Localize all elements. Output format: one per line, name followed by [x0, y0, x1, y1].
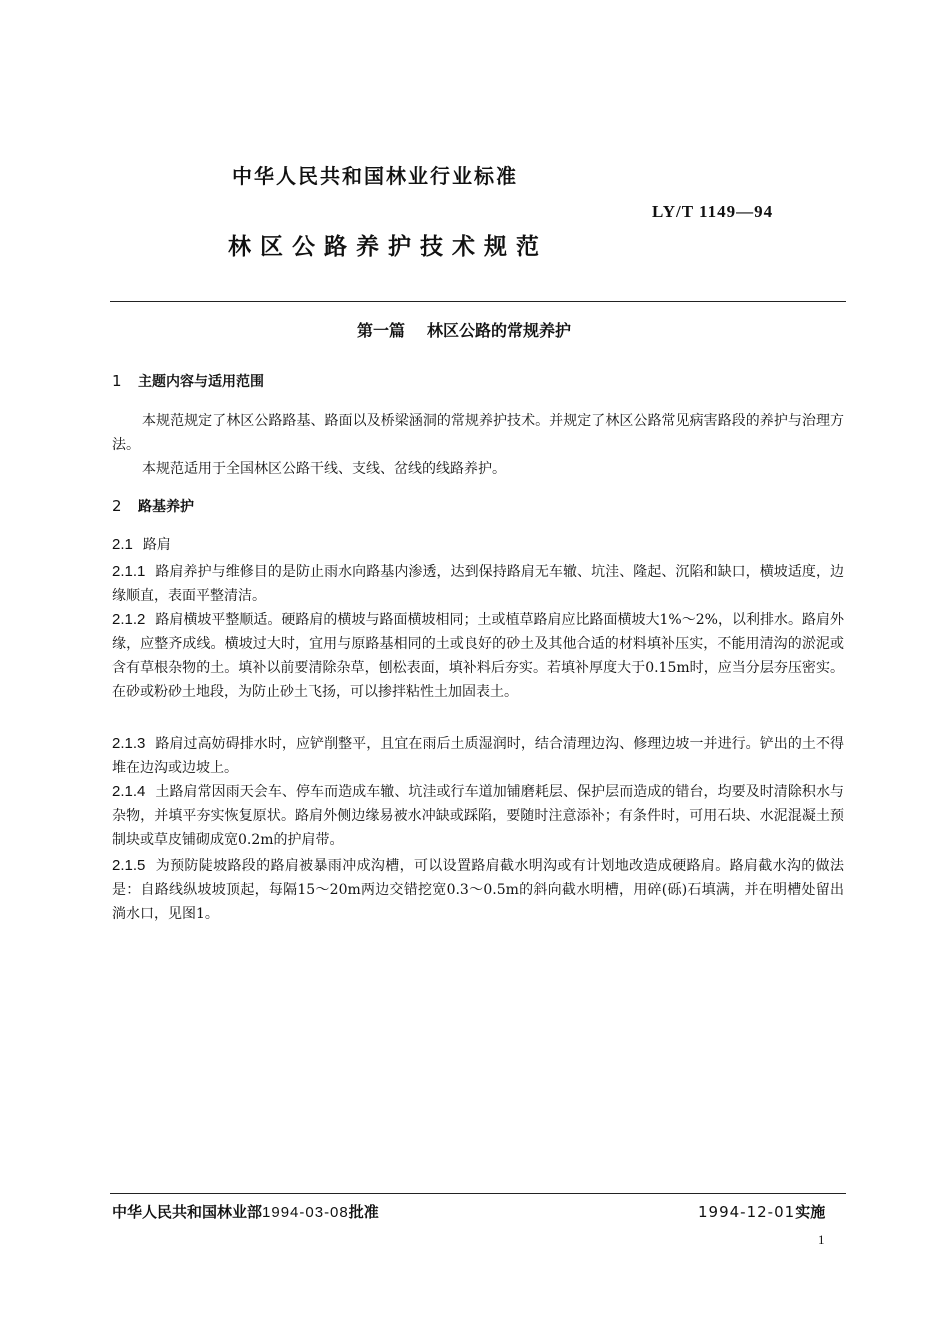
clause-2-1-4: [112, 780, 844, 852]
part-title: [357, 318, 571, 341]
clause-2-1-5: [112, 854, 844, 926]
clause-number: 2.1.2: [112, 611, 146, 628]
clause-text: 路肩横坡平整顺适。硬路肩的横坡与路面横坡相同；土或植草路肩应比路面横坡大1%～2%，以利排水。路肩外缘，应整齐成线。横坡过大时，宜用与原路基相同的土或良好的砂土及其他合适的材料填补压实，不能用清沟的淤泥或含有草根杂物的土。填补以前要清除杂草，刨松表面，填补料后夯实。若填补厚度大于0.15m时，应当分层夯压密实。在砂或粉砂土地段，为防止砂土飞扬，可以掺拌粘性土加固表土。: [112, 612, 844, 700]
clause-number: 2.1.3: [112, 735, 146, 752]
page-number: 1: [818, 1232, 825, 1247]
clause-text: 土路肩常因雨天会车、停车而造成车辙、坑洼或行车道加铺磨耗层、保护层而造成的错台，均要及时清除积水与杂物，并填平夯实恢复原状。路肩外侧边缘易被水冲缺或踩陷，要随时注意添补；有条件时，可用石块、水泥混凝土预制块或草皮铺砌成宽0.2m的护肩带。: [112, 784, 844, 848]
section-2-title: 路基养护: [138, 499, 194, 515]
header-divider: [110, 301, 846, 302]
section-2-number: 2: [112, 497, 122, 515]
clause-number: 2.1.1: [112, 563, 146, 580]
clause-number: 2.1.4: [112, 783, 146, 800]
approval-date: 1994-03-08: [262, 1204, 349, 1221]
standard-category-title: 中华人民共和国林业行业标准: [232, 164, 518, 188]
effective-word: 实施: [795, 1203, 826, 1221]
section-1-title: 主题内容与适用范围: [138, 374, 264, 390]
section-1-paragraph-2: 本规范适用于全国林区公路干线、支线、岔线的线路养护。: [142, 461, 506, 477]
clause-number: 2.1.5: [112, 857, 146, 874]
clause-text: 为预防陡坡路段的路肩被暴雨冲成沟槽，可以设置路肩截水明沟或有计划地改造成硬路肩。路肩截水沟的做法是：自路线纵坡坡顶起，每隔15～20m两边交错挖宽0.3～0.5m的斜向截水明槽，用碎(砾)石填满，并在明槽处留出淌水口，见图1。: [112, 858, 844, 922]
clause-2-1-1: [112, 560, 844, 608]
approval-line: [112, 1201, 379, 1222]
subsection-2-1-heading: [112, 534, 171, 554]
section-2-heading: [112, 496, 194, 516]
clause-text: 路肩过高妨碍排水时，应铲削整平，且宜在雨后土质湿润时，结合清理边沟、修理边坡一并进行。铲出的土不得堆在边沟或边坡上。: [112, 736, 844, 776]
effective-date: 1994-12-01: [698, 1203, 796, 1221]
section-1-number: 1: [112, 372, 122, 390]
subsection-title: 路肩: [142, 537, 171, 553]
approval-org: 中华人民共和国林业部: [112, 1203, 263, 1221]
clause-2-1-2: [112, 608, 844, 704]
clause-2-1-3: [112, 732, 844, 780]
approval-word: 批准: [348, 1203, 379, 1221]
effective-line: [698, 1201, 825, 1222]
section-1-heading: [112, 371, 264, 391]
footer-divider: [110, 1193, 846, 1194]
clause-text: 路肩养护与维修目的是防止雨水向路基内渗透，达到保持路肩无车辙、坑洼、隆起、沉陷和缺口，横坡适度，边缘顺直，表面平整清洁。: [112, 564, 844, 604]
section-1-paragraph-1: 本规范规定了林区公路路基、路面以及桥梁涵洞的常规养护技术。并规定了林区公路常见病害路段的养护与治理方法。: [112, 413, 844, 453]
subsection-number: 2.1: [112, 536, 133, 553]
standard-code: LY/T 1149—94: [652, 202, 774, 221]
part-name: 林区公路的常规养护: [427, 321, 572, 340]
part-number: 第一篇: [357, 321, 406, 340]
document-title: 林区公路养护技术规范: [228, 234, 548, 260]
